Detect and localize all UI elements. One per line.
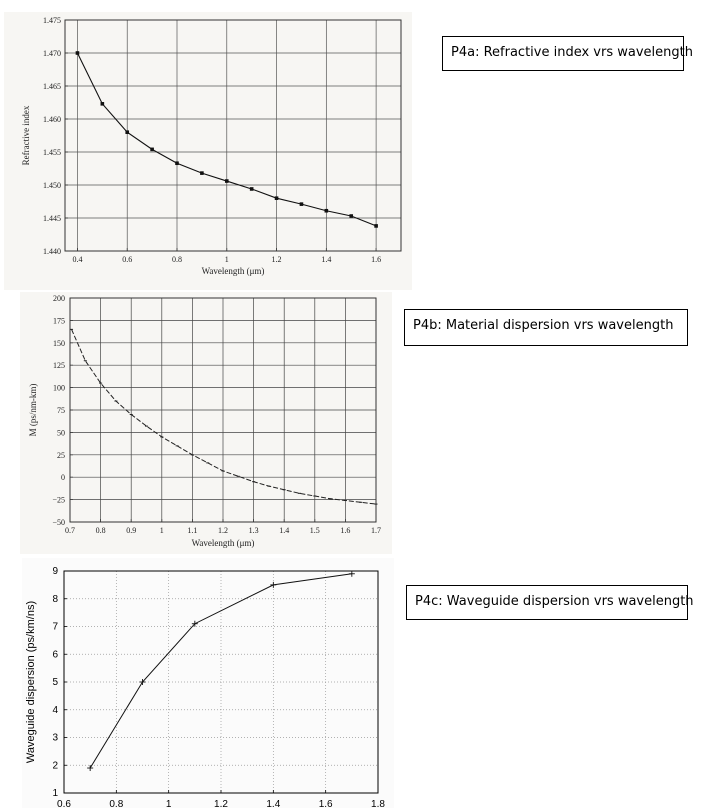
y-tick-label: 2 xyxy=(52,760,58,772)
x-tick-label: 0.7 xyxy=(65,526,75,535)
y-tick-label: 1 xyxy=(52,788,58,799)
x-tick-label: 1.2 xyxy=(218,526,228,535)
x-tick-label: 1.4 xyxy=(266,799,281,810)
x-tick-label: 1 xyxy=(165,799,172,810)
x-tick-label: 1.2 xyxy=(271,255,282,264)
x-tick-label: 1 xyxy=(159,526,164,535)
data-point xyxy=(87,765,93,771)
y-tick-label: 0 xyxy=(61,473,65,483)
y-tick-label: 50 xyxy=(57,428,65,438)
x-axis-label: Wavelength (μm) xyxy=(201,266,265,276)
x-tick-label: 0.4 xyxy=(72,255,83,264)
y-tick-label: 8 xyxy=(52,593,58,605)
x-tick-label: 0.6 xyxy=(122,255,133,264)
x-tick-label: 1.5 xyxy=(309,526,320,535)
y-tick-label: 1.450 xyxy=(43,181,61,190)
x-tick-label: 0.8 xyxy=(109,799,124,810)
y-tick-label: 1.465 xyxy=(43,82,61,91)
x-tick-label: 1.4 xyxy=(321,255,332,264)
x-tick-label: 0.6 xyxy=(57,799,71,810)
data-point xyxy=(349,571,355,577)
x-tick-label: 1.6 xyxy=(371,255,382,264)
y-tick-label: 1.445 xyxy=(43,214,61,223)
caption-p4b: P4b: Material dispersion vrs wavelength xyxy=(404,309,688,346)
y-axis-label: M (ps/nm-km) xyxy=(28,383,38,437)
y-tick-label: 1.440 xyxy=(43,247,61,256)
y-tick-label: 1.475 xyxy=(43,16,61,25)
x-tick-label: 1.2 xyxy=(214,799,228,810)
y-tick-label: 5 xyxy=(52,677,58,688)
x-tick-label: 1.6 xyxy=(340,526,351,535)
x-tick-label: 0.8 xyxy=(95,526,106,535)
y-axis-label: Refractive index xyxy=(21,105,31,166)
x-tick-label: 1.1 xyxy=(187,526,198,535)
y-tick-label: 200 xyxy=(53,294,65,303)
y-tick-label: 1.470 xyxy=(43,49,61,58)
x-tick-label: 1 xyxy=(224,255,229,264)
x-tick-label: 0.8 xyxy=(172,255,182,264)
caption-p4c: P4c: Waveguide dispersion vrs wavelength xyxy=(406,585,688,620)
y-tick-label: −50 xyxy=(52,518,65,527)
y-tick-label: 100 xyxy=(53,383,65,393)
y-tick-label: 75 xyxy=(57,406,65,415)
x-tick-label: 1.7 xyxy=(371,526,381,535)
caption-p4a: P4a: Refractive index vrs wavelength xyxy=(442,36,684,71)
y-tick-label: 175 xyxy=(53,316,65,326)
y-tick-label: 150 xyxy=(53,338,65,348)
y-axis-label: Waveguide dispersion (ps/km/ns) xyxy=(25,600,37,764)
x-axis-label: Wavelength (μm) xyxy=(191,538,255,548)
y-tick-label: 9 xyxy=(52,566,58,577)
y-tick-label: 7 xyxy=(52,621,58,633)
y-tick-label: 125 xyxy=(53,361,65,371)
y-tick-label: 6 xyxy=(52,649,58,661)
x-tick-label: 1.6 xyxy=(318,799,333,810)
y-tick-label: 1.455 xyxy=(43,148,61,157)
y-tick-label: 1.460 xyxy=(43,115,61,124)
x-tick-label: 1.4 xyxy=(279,526,290,535)
x-tick-label: 1.8 xyxy=(371,799,385,810)
y-tick-label: 25 xyxy=(57,450,65,460)
y-tick-label: 4 xyxy=(52,704,58,716)
x-tick-label: 0.9 xyxy=(126,526,137,535)
x-tick-label: 1.3 xyxy=(248,526,259,535)
y-tick-label: 3 xyxy=(52,732,58,744)
y-tick-label: −25 xyxy=(52,495,65,505)
data-point xyxy=(270,582,276,588)
